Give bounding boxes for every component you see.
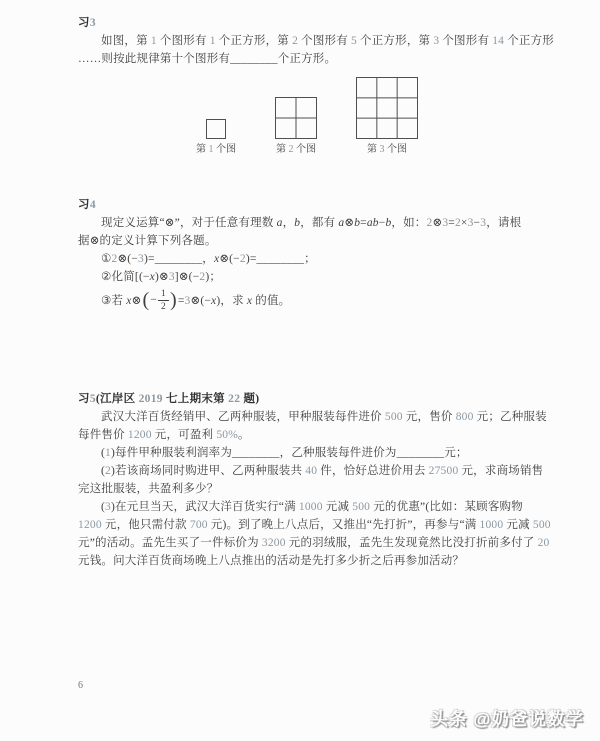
- text-line: 1200 元，他只需付款 700 元)。到了晚上八点后，又推出“先打折”，再参与“满 1000 元减 500: [78, 519, 551, 531]
- section-exercise-4: [78, 196, 524, 314]
- formula-suffix: =3⊗(−x)，求 x 的值。: [177, 295, 291, 307]
- square-pattern-figure: [196, 74, 524, 158]
- text-line: 据⊗的定义计算下列各题。: [78, 235, 217, 247]
- left-paren: (: [142, 289, 150, 311]
- watermark-toutiao-naiba-math: 头条 @奶爸说数学: [430, 709, 584, 729]
- pattern-figure-1: [196, 119, 236, 158]
- right-paren: ): [169, 289, 177, 311]
- text-line: 武汉大洋百货经销甲、乙两种服装，甲种服装每件进价 500 元，售价 800 元；乙种服装: [101, 411, 547, 423]
- text-line: (3)在元旦当天，武汉大洋百货实行“满 1000 元减 500 元的优惠”(比如：某顾客购物: [101, 501, 523, 513]
- text-line: ②化简[(−x)⊗3]⊗(−2)；: [101, 271, 222, 283]
- pattern-figure-3: [356, 77, 418, 158]
- text-line: ……则按此规律第十个图形有________个正方形。: [78, 53, 337, 65]
- exercise-3-heading: 习3: [78, 17, 96, 29]
- formula-prefix: ③若 x⊗: [101, 295, 142, 307]
- text-line: ①2⊗(−3)=________，x⊗(−2)=________；: [101, 253, 316, 265]
- fraction-sign: −: [150, 294, 158, 306]
- figure-label: 第 2 个图: [276, 144, 316, 155]
- section-exercise-3: [78, 14, 554, 158]
- pattern-figure-2: [275, 97, 317, 158]
- exercise-4-heading: 习4: [78, 199, 96, 211]
- page-number: 6: [78, 680, 83, 691]
- section-exercise-5: [78, 390, 551, 570]
- fraction-denominator: 2: [161, 301, 166, 312]
- text-line: 每件售价 1200 元，可盈利 50%。: [78, 429, 250, 441]
- exercise-4-body: [78, 214, 524, 286]
- exercise-4-item-3-formula: [78, 286, 524, 314]
- exercise-5-body: [78, 408, 551, 570]
- exercise-5-heading: 习5(江岸区 2019 七上期末第 22 题): [78, 393, 260, 405]
- text-line: (2)若该商场同时购进甲、乙两种服装共 40 件，恰好总进价用去 27500 元，求商场销售: [101, 465, 544, 477]
- text-line: 元”的活动。孟先生买了一件标价为 3200 元的羽绒服，孟先生发现竟然比没打折前多付了 20: [78, 537, 550, 549]
- exercise-3-body: [78, 32, 554, 68]
- fraction-one-half: [158, 289, 169, 312]
- text-line: 完这批服装，共盈利多少？: [78, 483, 219, 495]
- grid-2x2-figure: [275, 97, 317, 139]
- figure-label: 第 3 个图: [367, 144, 407, 155]
- figure-label: 第 1 个图: [196, 144, 236, 155]
- page-content: [78, 14, 554, 570]
- grid-1x1-figure: [206, 119, 226, 139]
- text-line: 元钱。问大洋百货商场晚上八点推出的活动是先打多少折之后再参加活动？: [78, 555, 465, 567]
- text-line: 如图，第 1 个图形有 1 个正方形，第 2 个图形有 5 个正方形，第 3 个图形有 14 个正方形: [101, 35, 554, 47]
- text-line: 现定义运算“⊗”，对于任意有理数 a，b，都有 a⊗b=ab−b，如：2⊗3=2×3−3，请根: [101, 217, 522, 229]
- text-line: (1)每件甲种服装利润率为________，乙种服装每件进价为________元；: [101, 447, 468, 459]
- fraction-numerator: 1: [158, 289, 169, 301]
- grid-3x3-figure: [356, 77, 418, 139]
